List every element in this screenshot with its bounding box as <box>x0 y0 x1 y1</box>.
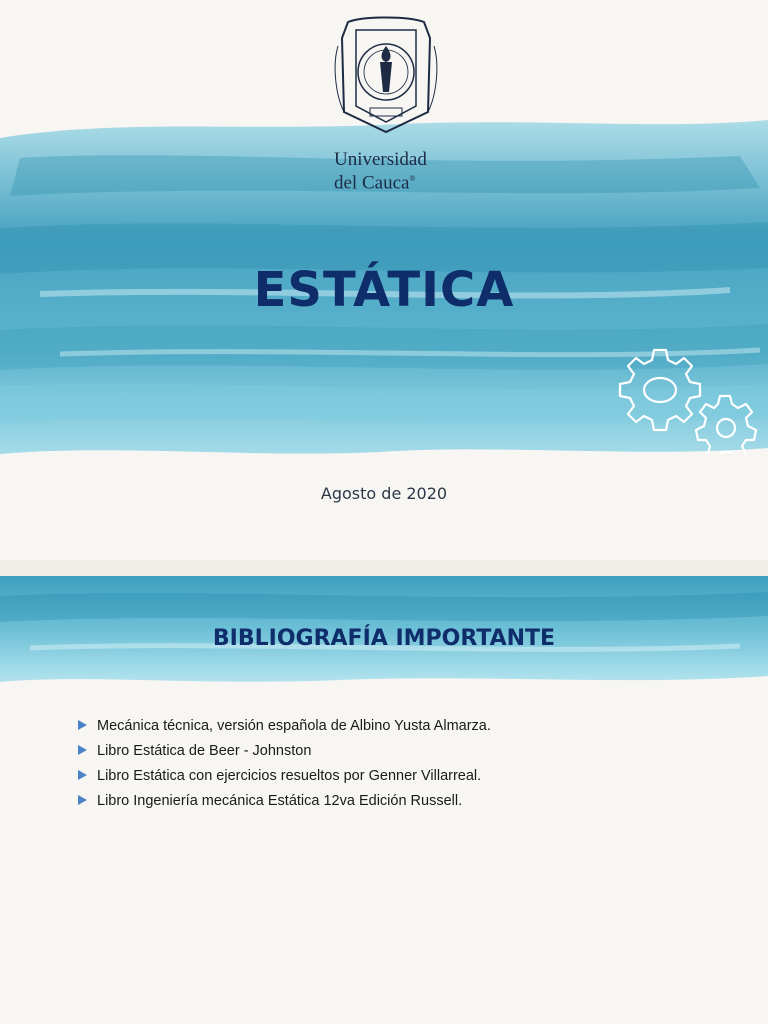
list-item-text: Libro Ingeniería mecánica Estática 12va Edición Russell. <box>97 793 463 809</box>
gears-icon <box>610 346 760 454</box>
registered-mark: ® <box>409 174 416 183</box>
university-name <box>334 150 444 192</box>
slide-bibliography <box>0 576 768 1024</box>
triangle-bullet-icon <box>78 745 87 755</box>
slide-title: BIBLIOGRAFÍA IMPORTANTE <box>212 626 556 651</box>
triangle-bullet-icon <box>78 795 87 805</box>
list-item-text: Libro Estática con ejercicios resueltos por Genner Villarreal. <box>97 768 482 784</box>
university-name-line1: Universidad <box>334 149 427 170</box>
slide-divider <box>0 560 768 576</box>
university-name-line2-text: del Cauca <box>334 172 410 194</box>
list-item <box>78 789 491 814</box>
university-name-line2 <box>334 169 444 192</box>
slide-date: Agosto de 2020 <box>320 484 448 503</box>
list-item <box>78 714 491 739</box>
bibliography-list <box>78 714 491 814</box>
slide-title: ESTÁTICA <box>253 262 515 318</box>
triangle-bullet-icon <box>78 720 87 730</box>
triangle-bullet-icon <box>78 770 87 780</box>
list-item <box>78 764 491 789</box>
list-item-text: Mecánica técnica, versión española de Albino Yusta Almarza. <box>97 718 491 734</box>
list-item <box>78 739 491 764</box>
university-seal-icon <box>334 16 438 134</box>
university-logo <box>334 16 438 194</box>
list-item-text: Libro Estática de Beer - Johnston <box>97 743 312 759</box>
